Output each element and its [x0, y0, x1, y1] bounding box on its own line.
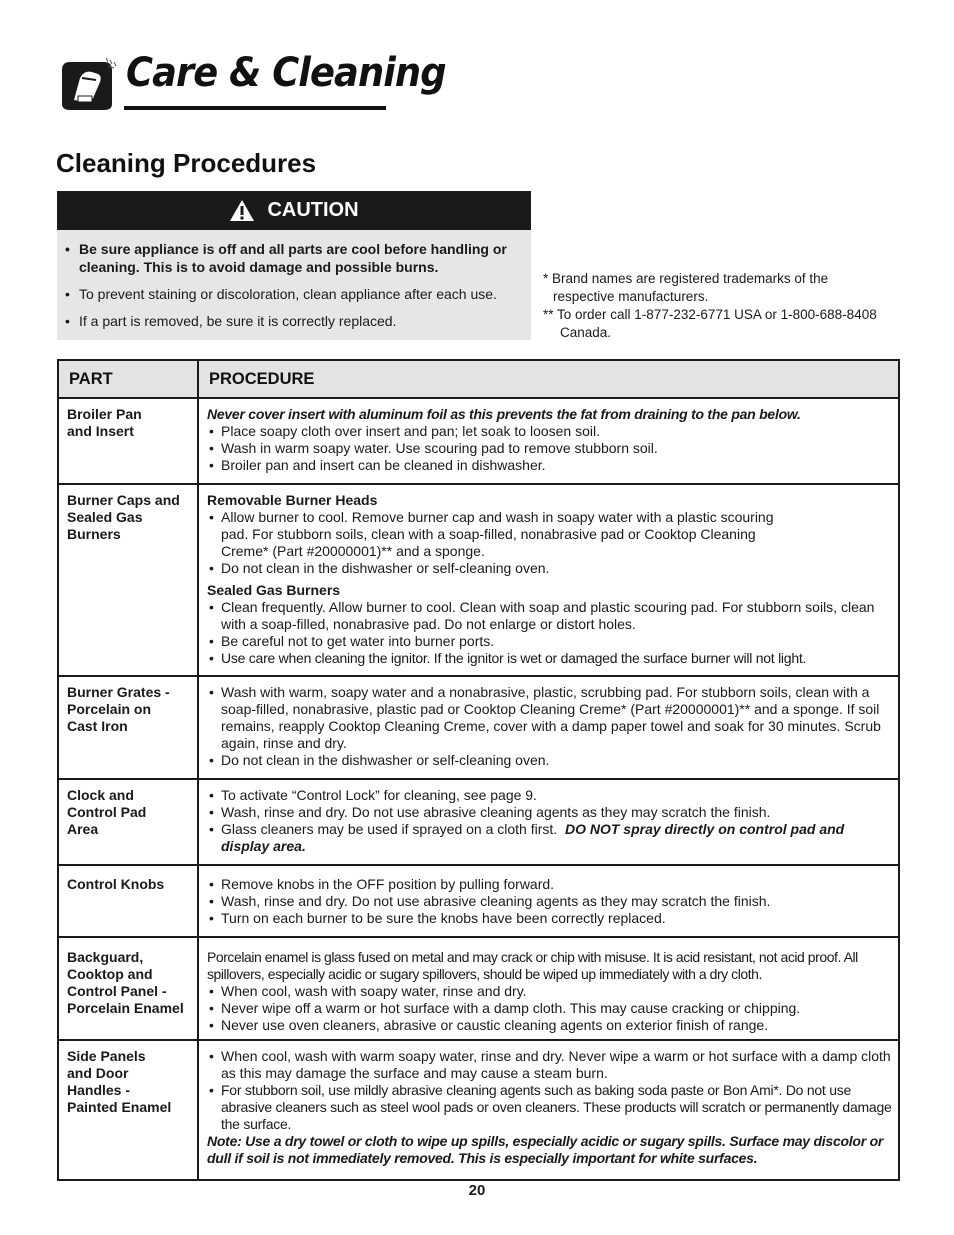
- cleaning-table: [57, 359, 900, 1181]
- procedure-cell: [207, 787, 893, 855]
- list-item: • Remove knobs in the OFF position by pulling forward.: [207, 876, 893, 893]
- list-item: • Do not clean in the dishwasher or self-cleaning oven.: [207, 560, 893, 577]
- warning-icon: [229, 199, 255, 222]
- warning-lead: Never cover insert with aluminum foil as this prevents the fat from draining to the pan below.: [207, 406, 801, 422]
- section-title: Care & Cleaning: [126, 50, 446, 96]
- section-header: [56, 50, 446, 114]
- order-note: ** To order call 1-877-232-6771 USA or 1-800-688-8408 Canada.: [543, 307, 877, 340]
- trademark-note: * Brand names are registered trademarks of the respective manufacturers.: [543, 271, 829, 304]
- footnotes: [543, 270, 883, 342]
- procedure-cell: [207, 949, 893, 1034]
- subheading: Removable Burner Heads: [207, 492, 378, 508]
- part-cell: Clock and Control Pad Area: [67, 787, 147, 837]
- procedure-cell: [207, 876, 893, 927]
- caution-header: [57, 191, 531, 230]
- list-item: • When cool, wash with soapy water, rinse and dry.: [207, 983, 893, 1000]
- procedure-cell: [207, 406, 893, 474]
- list-item: • Be careful not to get water into burner ports.: [207, 633, 893, 650]
- list-item: • Wash, rinse and dry. Do not use abrasive cleaning agents as they may scratch the finish.: [207, 804, 893, 821]
- list-item: • Never use oven cleaners, abrasive or caustic cleaning agents on exterior finish of range.: [207, 1017, 893, 1034]
- list-item: • To activate “Control Lock” for cleaning, see page 9.: [207, 787, 893, 804]
- list-item: • Wash, rinse and dry. Do not use abrasive cleaning agents as they may scratch the finish.: [207, 893, 893, 910]
- procedure-cell: [207, 684, 893, 769]
- caution-item: • To prevent staining or discoloration, clean appliance after each use.: [65, 285, 523, 303]
- part-cell: Burner Caps and Sealed Gas Burners: [67, 492, 180, 542]
- table-row: [59, 780, 898, 866]
- part-cell: Backguard, Cooktop and Control Panel - Porcelain Enamel: [67, 949, 184, 1016]
- list-item: • Clean frequently. Allow burner to cool. Clean with soap and plastic scouring pad. For stubborn soils, clean with a soap-filled, nonabrasive pad. Do not enlarge or distort holes.: [207, 599, 893, 633]
- caution-item: • Be sure appliance is off and all parts are cool before handling or cleaning. This is to avoid damage and possible burns.: [65, 240, 523, 276]
- procedure-cell: [207, 1048, 893, 1167]
- intro-text: Porcelain enamel is glass fused on metal and may crack or chip with misuse. It is acid resistant, not acid proof. All spillovers, especially acidic or sugary spillovers, should be wiped up immediately with a dry cloth.: [207, 949, 858, 982]
- page-title: Cleaning Procedures: [56, 148, 317, 178]
- part-cell: Side Panels and Door Handles - Painted Enamel: [67, 1048, 172, 1115]
- table-row: [59, 1041, 898, 1179]
- note-text: Note: Use a dry towel or cloth to wipe up spills, especially acidic or sugary spills. Surface may discolor or dull if soil is not immediately removed. This is especially important for white surfaces.: [207, 1133, 884, 1166]
- part-cell: Burner Grates - Porcelain on Cast Iron: [67, 684, 170, 734]
- table-row: [59, 485, 898, 677]
- page-number: 20: [468, 1182, 486, 1199]
- list-item: • Do not clean in the dishwasher or self-cleaning oven.: [207, 752, 893, 769]
- table-header: [59, 361, 898, 399]
- list-item: • Use care when cleaning the ignitor. If the ignitor is wet or damaged the surface burner will not light.: [207, 650, 893, 667]
- list-item: • Glass cleaners may be used if sprayed on a cloth first. DO NOT spray directly on control pad and display area.: [207, 821, 893, 855]
- table-row: [59, 677, 898, 780]
- list-item: • Broiler pan and insert can be cleaned in dishwasher.: [207, 457, 893, 474]
- table-row: [59, 938, 898, 1041]
- list-item: • When cool, wash with warm soapy water, rinse and dry. Never wipe a warm or hot surface with a damp cloth as this may damage the surface and may cause a steam burn.: [207, 1048, 893, 1082]
- subheading: Sealed Gas Burners: [207, 582, 341, 598]
- caution-list: [57, 230, 531, 330]
- column-divider: [197, 361, 199, 1179]
- list-item: • Place soapy cloth over insert and pan; let soak to loosen soil.: [207, 423, 893, 440]
- title-underline: [124, 106, 386, 110]
- header-procedure: PROCEDURE: [209, 370, 315, 388]
- list-item: • Wash with warm, soapy water and a nonabrasive, plastic, scrubbing pad. For stubborn soils, clean with a soap-filled, nonabrasive, plastic pad or Cooktop Cleaning Creme* (Part #20000001)** and a sponge. If soil remains, reapply Cooktop Cleaning Creme, cover with a damp paper towel and soak for 30 minutes. Scrub again, rinse and dry.: [207, 684, 893, 752]
- part-cell: Control Knobs: [67, 876, 165, 892]
- list-item: • Turn on each burner to be sure the knobs have been correctly replaced.: [207, 910, 893, 927]
- list-item: • Never wipe off a warm or hot surface with a damp cloth. This may cause cracking or chipping.: [207, 1000, 893, 1017]
- procedure-cell: [207, 492, 893, 667]
- list-item: • For stubborn soil, use mildly abrasive cleaning agents such as baking soda paste or Bon Ami*. Do not use abrasive cleaners such as steel wool pads or oven cleaners. These products will scratch or permanently damage the surface.: [207, 1082, 893, 1133]
- header-part: PART: [69, 370, 113, 388]
- list-item: • Wash in warm soapy water. Use scouring pad to remove stubborn soil.: [207, 440, 893, 457]
- table-row: [59, 866, 898, 938]
- caution-box: [57, 191, 531, 340]
- list-item: • Allow burner to cool. Remove burner cap and wash in soapy water with a plastic scouring pad. For stubborn soils, clean with a soap-filled, nonabrasive pad or Cooktop Cleaning Creme* (Part #20000001)** and a sponge.: [207, 509, 893, 560]
- table-row: [59, 399, 898, 485]
- cleaning-hand-icon: [58, 56, 120, 112]
- caution-label: CAUTION: [267, 199, 359, 221]
- part-cell: Broiler Pan and Insert: [67, 406, 142, 439]
- caution-item: • If a part is removed, be sure it is correctly replaced.: [65, 312, 523, 330]
